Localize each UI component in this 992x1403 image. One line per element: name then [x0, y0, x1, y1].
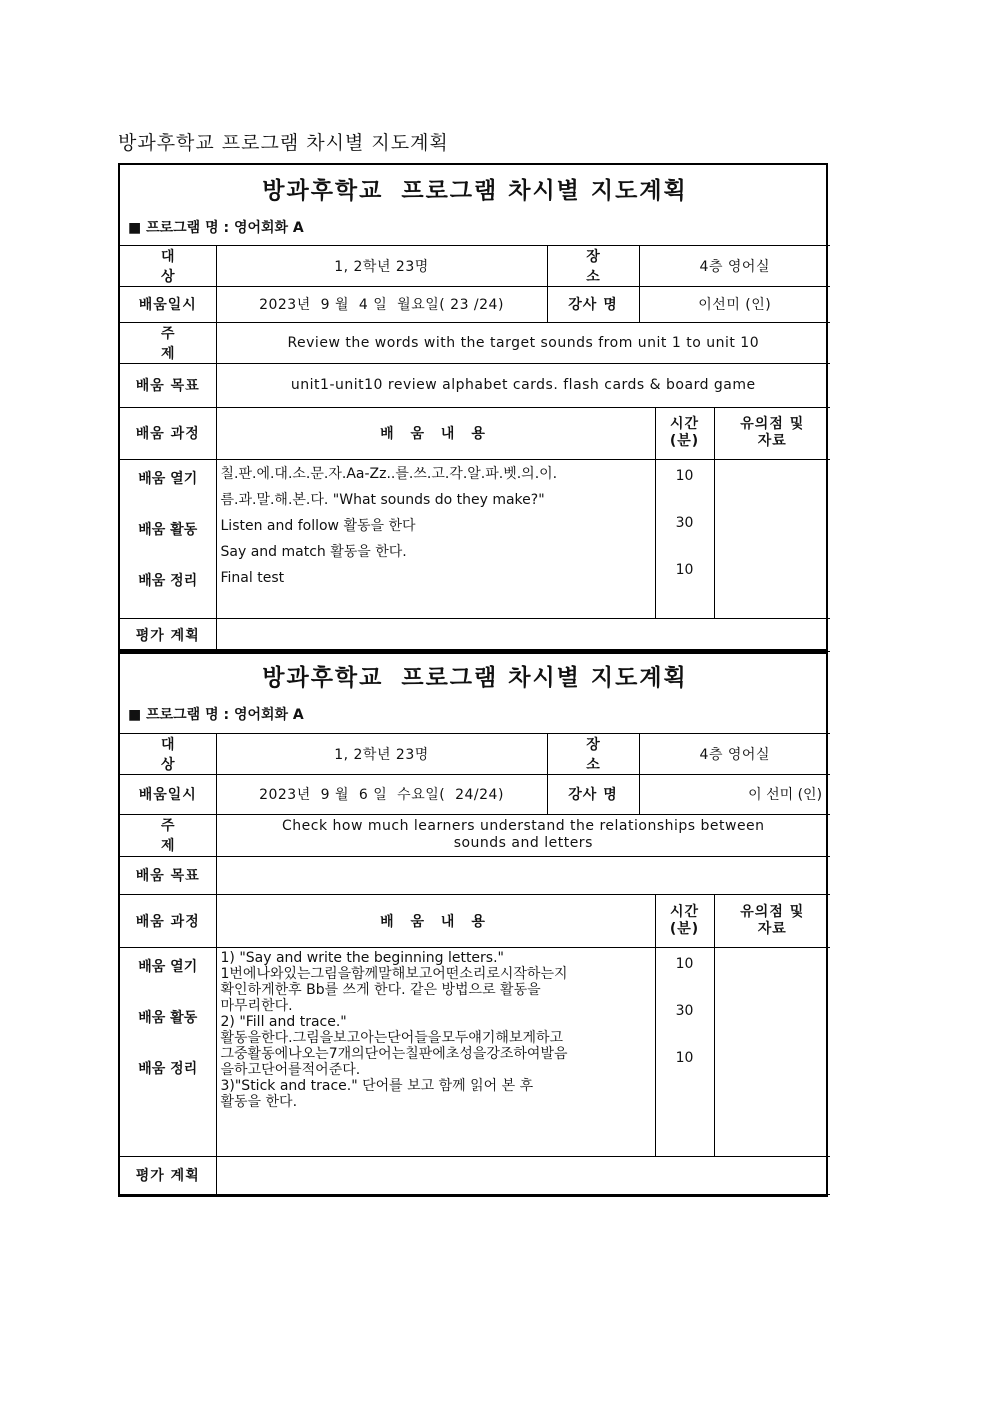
content-line: 1번에나와있는그림을함께말해보고어떤소리로시작하는지	[220, 965, 568, 982]
label-goal: 배움 목표	[120, 856, 216, 894]
content-line: Listen and follow 활동을 한다	[220, 517, 416, 534]
label-topic: 주 제	[120, 322, 216, 363]
plan-title-part-b: 프로그램 차시별 지도계획	[401, 664, 688, 691]
plan-title-part-a: 방과후학교	[262, 177, 384, 204]
label-teacher: 강사 명	[547, 774, 639, 814]
notes-column	[714, 947, 830, 1156]
topic-value: Review the words with the target sounds from unit 1 to unit 10	[216, 322, 830, 363]
label-notes: 유의점 및 자료	[714, 894, 830, 947]
label-evaluation: 평가 계획	[120, 618, 216, 651]
content-line: Final test	[220, 569, 285, 586]
label-teacher: 강사 명	[547, 286, 639, 322]
content-line: 을하고단어를적어준다.	[220, 1061, 361, 1078]
stage-close: 배움 정리	[138, 572, 198, 589]
plan-title	[128, 658, 822, 698]
topic-value	[216, 814, 830, 856]
content-line: 활동을 한다.	[220, 1093, 298, 1110]
plan-title-part-a: 방과후학교	[262, 664, 384, 691]
evaluation-value	[216, 618, 830, 651]
content-line: 칠.판.에.대.소.문.자.Aa-Zz..를.쓰.고.각.알.파.벳.의.이.	[220, 465, 558, 482]
label-date: 배움일시	[120, 774, 216, 814]
date-value: 2023년 9 월 4 일 월요일( 23 /24)	[216, 286, 547, 322]
notes-column	[714, 459, 830, 618]
time-activity: 30	[675, 514, 694, 531]
plan-header	[120, 165, 830, 245]
content-line: 확인하게한후 Bb를 쓰게 한다. 같은 방법으로 활동을	[220, 981, 541, 998]
content-line: 2) "Fill and trace."	[220, 1013, 347, 1030]
content-line: Say and match 활동을 한다.	[220, 543, 407, 560]
plan-header	[120, 651, 830, 733]
stage-open: 배움 열기	[138, 470, 198, 487]
label-place: 장 소	[547, 733, 639, 774]
time-column	[655, 947, 714, 1156]
time-open: 10	[675, 955, 694, 972]
place-value: 4층 영어실	[639, 733, 830, 774]
label-target: 대 상	[120, 245, 216, 286]
lesson-plan-table	[120, 165, 830, 652]
label-place: 장 소	[547, 245, 639, 286]
time-activity: 30	[675, 1002, 694, 1019]
plan-title	[128, 171, 822, 211]
goal-value: unit1-unit10 review alphabet cards. flash cards & board game	[216, 363, 830, 407]
label-notes: 유의점 및 자료	[714, 407, 830, 459]
place-value: 4층 영어실	[639, 245, 830, 286]
label-time: 시간 (분)	[655, 407, 714, 459]
content-line: 마무리한다.	[220, 997, 293, 1014]
label-date: 배움일시	[120, 286, 216, 322]
label-topic: 주 제	[120, 814, 216, 856]
time-close: 10	[675, 561, 694, 578]
plan-title-part-b: 프로그램 차시별 지도계획	[401, 177, 688, 204]
date-value: 2023년 9 월 6 일 수요일( 24/24)	[216, 774, 547, 814]
label-content: 배 움 내 용	[216, 894, 655, 947]
time-open: 10	[675, 467, 694, 484]
teacher-value: 이선미 (인)	[639, 286, 830, 322]
lesson-plan-1	[118, 163, 828, 654]
teacher-value: 이 선미 (인)	[639, 774, 830, 814]
label-goal: 배움 목표	[120, 363, 216, 407]
evaluation-value	[216, 1156, 830, 1194]
target-value: 1, 2학년 23명	[216, 245, 547, 286]
lesson-plan-2	[118, 649, 828, 1197]
content-line: 활동을한다.그림을보고아는단어들을모두얘기해보게하고	[220, 1029, 564, 1046]
label-process: 배움 과정	[120, 894, 216, 947]
stage-open: 배움 열기	[138, 958, 198, 975]
stage-close: 배움 정리	[138, 1060, 198, 1077]
program-name: ■ 프로그램 명 : 영어회화 A	[128, 219, 304, 236]
stage-activity: 배움 활동	[138, 521, 198, 538]
label-time: 시간 (분)	[655, 894, 714, 947]
content-column	[216, 459, 655, 618]
time-column	[655, 459, 714, 618]
content-line: 3)"Stick and trace." 단어를 보고 함께 읽어 본 후	[220, 1077, 534, 1094]
stage-column	[120, 459, 216, 618]
lesson-plan-table	[120, 651, 830, 1195]
topic-line: Check how much learners understand the relationships between	[282, 818, 765, 834]
label-target: 대 상	[120, 733, 216, 774]
goal-value	[216, 856, 830, 894]
topic-line: sounds and letters	[453, 835, 593, 851]
content-column	[216, 947, 655, 1156]
content-line: 그중활동에나오는7개의단어는칠판에초성을강조하여발음	[220, 1045, 568, 1062]
content-line: 1) "Say and write the beginning letters."	[220, 949, 504, 966]
program-name: ■ 프로그램 명 : 영어회화 A	[128, 706, 304, 723]
label-evaluation: 평가 계획	[120, 1156, 216, 1194]
target-value: 1, 2학년 23명	[216, 733, 547, 774]
document-title: 방과후학교 프로그램 차시별 지도계획	[118, 132, 449, 154]
stage-column	[120, 947, 216, 1156]
content-line: 름.과.말.해.본.다. "What sounds do they make?"	[220, 491, 545, 508]
stage-activity: 배움 활동	[138, 1009, 198, 1026]
label-content: 배 움 내 용	[216, 407, 655, 459]
label-process: 배움 과정	[120, 407, 216, 459]
time-close: 10	[675, 1049, 694, 1066]
